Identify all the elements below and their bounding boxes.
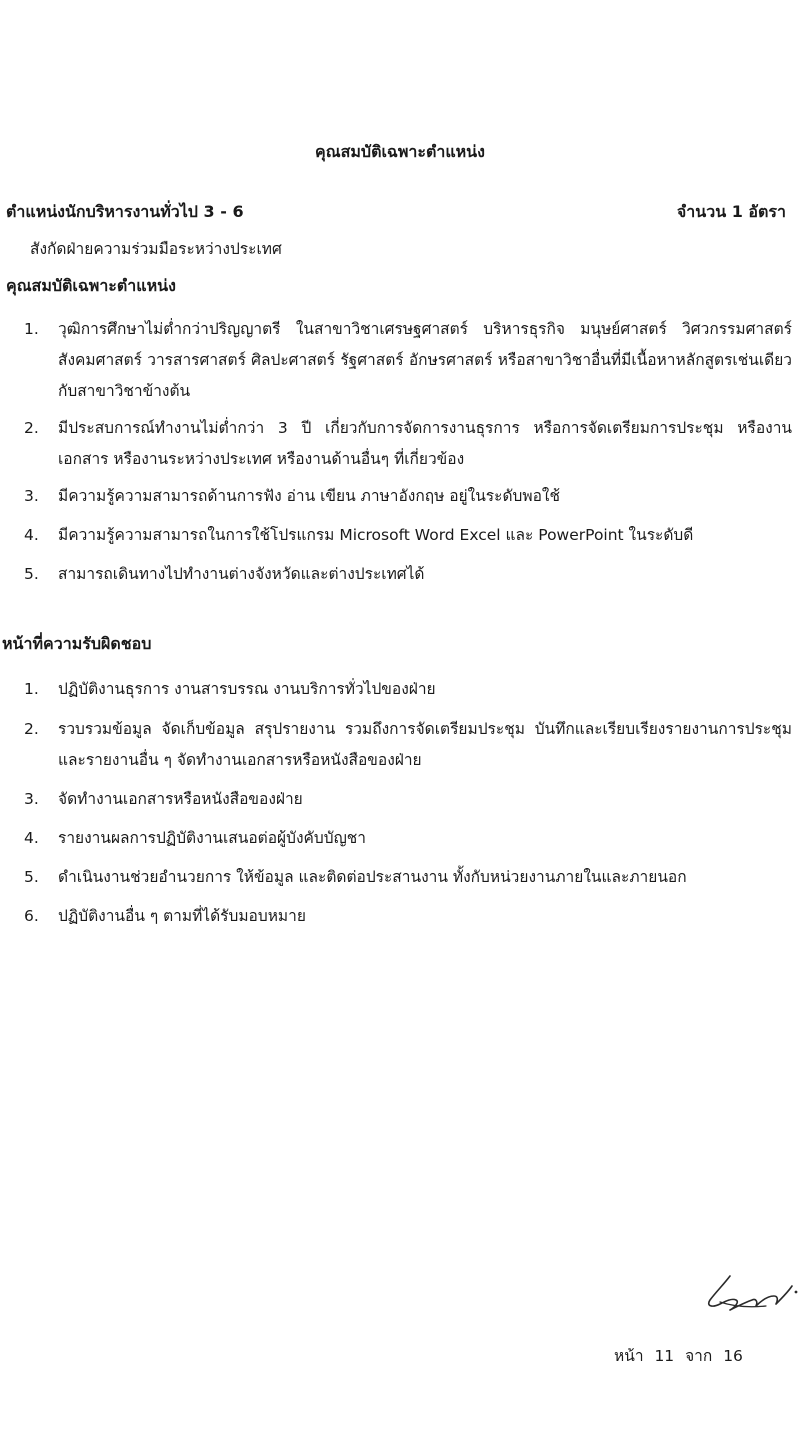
qualification-item (0, 520, 792, 551)
item-number: 3. (24, 790, 39, 808)
item-number: 2. (24, 419, 39, 437)
responsibility-item (0, 901, 792, 932)
item-number: 4. (24, 526, 39, 544)
item-number: 5. (24, 565, 39, 583)
responsibility-item (0, 823, 792, 854)
item-number: 2. (24, 720, 39, 738)
responsibility-item (0, 674, 792, 705)
item-number: 5. (24, 868, 39, 886)
qualifications-heading: คุณสมบัติเฉพาะตำแหน่ง (6, 276, 176, 295)
item-text: รายงานผลการปฏิบัติงานเสนอต่อผู้บังคับบัญชา (58, 829, 366, 847)
item-text: ปฏิบัติงานอื่น ๆ ตามที่ได้รับมอบหมาย (58, 907, 306, 925)
item-number: 4. (24, 829, 39, 847)
position-name: ตำแหน่งนักบริหารงานทั่วไป 3 - 6 (6, 202, 244, 221)
document-title: คุณสมบัติเฉพาะตำแหน่ง (315, 142, 485, 161)
signature-image (686, 1262, 800, 1324)
item-text: มีประสบการณ์ทำงานไม่ต่ำกว่า 3 ปี เกี่ยวกับการจัดการงานธุรการ หรือการจัดเตรียมการประชุม หรืองานเอกสาร หรืองานระหว่างประเทศ หรืองานด้านอื่นๆ ที่เกี่ยวข้อง (58, 419, 792, 468)
qualification-item (0, 413, 792, 475)
responsibility-item (0, 784, 792, 815)
qualification-item (0, 559, 792, 590)
responsibilities-list (0, 674, 792, 932)
responsibility-item (0, 714, 792, 776)
item-number: 3. (24, 487, 39, 505)
item-number: 1. (24, 680, 39, 698)
item-text: ปฏิบัติงานธุรการ งานสารบรรณ งานบริการทั่วไปของฝ่าย (58, 680, 436, 698)
qualification-item (0, 314, 792, 407)
responsibilities-heading: หน้าที่ความรับผิดชอบ (2, 634, 152, 653)
item-text: รวบรวมข้อมูล จัดเก็บข้อมูล สรุปรายงาน รวมถึงการจัดเตรียมประชุม บันทึกและเรียบเรียงรายงานการประชุมและรายงานอื่น ๆ จัดทำงานเอกสารหรือหนังสือของฝ่าย (58, 720, 792, 769)
item-text: มีความรู้ความสามารถในการใช้โปรแกรม Microsoft Word Excel และ PowerPoint ในระดับดี (58, 526, 694, 544)
item-text: ดำเนินงานช่วยอำนวยการ ให้ข้อมูล และติดต่อประสานงาน ทั้งกับหน่วยงานภายในและภายนอก (58, 868, 687, 886)
item-text: มีความรู้ความสามารถด้านการฟัง อ่าน เขียน ภาษาอังกฤษ อยู่ในระดับพอใช้ (58, 487, 560, 505)
item-text: วุฒิการศึกษาไม่ต่ำกว่าปริญญาตรี ในสาขาวิชาเศรษฐศาสตร์ บริหารธุรกิจ มนุษย์ศาสตร์ วิศวกรรมศาสตร์ สังคมศาสตร์ วารสารศาสตร์ ศิลปะศาสตร์ รัฐศาสตร์ อักษรศาสตร์ หรือสาขาวิชาอื่นที่มีเนื้อหาหลักสูตรเช่นเดียวกับสาขาวิชาข้างต้น (58, 320, 792, 400)
position-quota: จำนวน 1 อัตรา (676, 202, 786, 221)
responsibility-item (0, 862, 792, 893)
item-text: จัดทำงานเอกสารหรือหนังสือของฝ่าย (58, 790, 303, 808)
item-text: สามารถเดินทางไปทำงานต่างจังหวัดและต่างประเทศได้ (58, 565, 425, 583)
qualification-item (0, 481, 792, 512)
position-affiliation: สังกัดฝ่ายความร่วมมือระหว่างประเทศ (30, 240, 282, 258)
page-number: หน้า 11 จาก 16 (614, 1347, 743, 1365)
qualifications-list (0, 314, 792, 590)
position-row (6, 200, 786, 225)
item-number: 6. (24, 907, 39, 925)
item-number: 1. (24, 320, 39, 338)
